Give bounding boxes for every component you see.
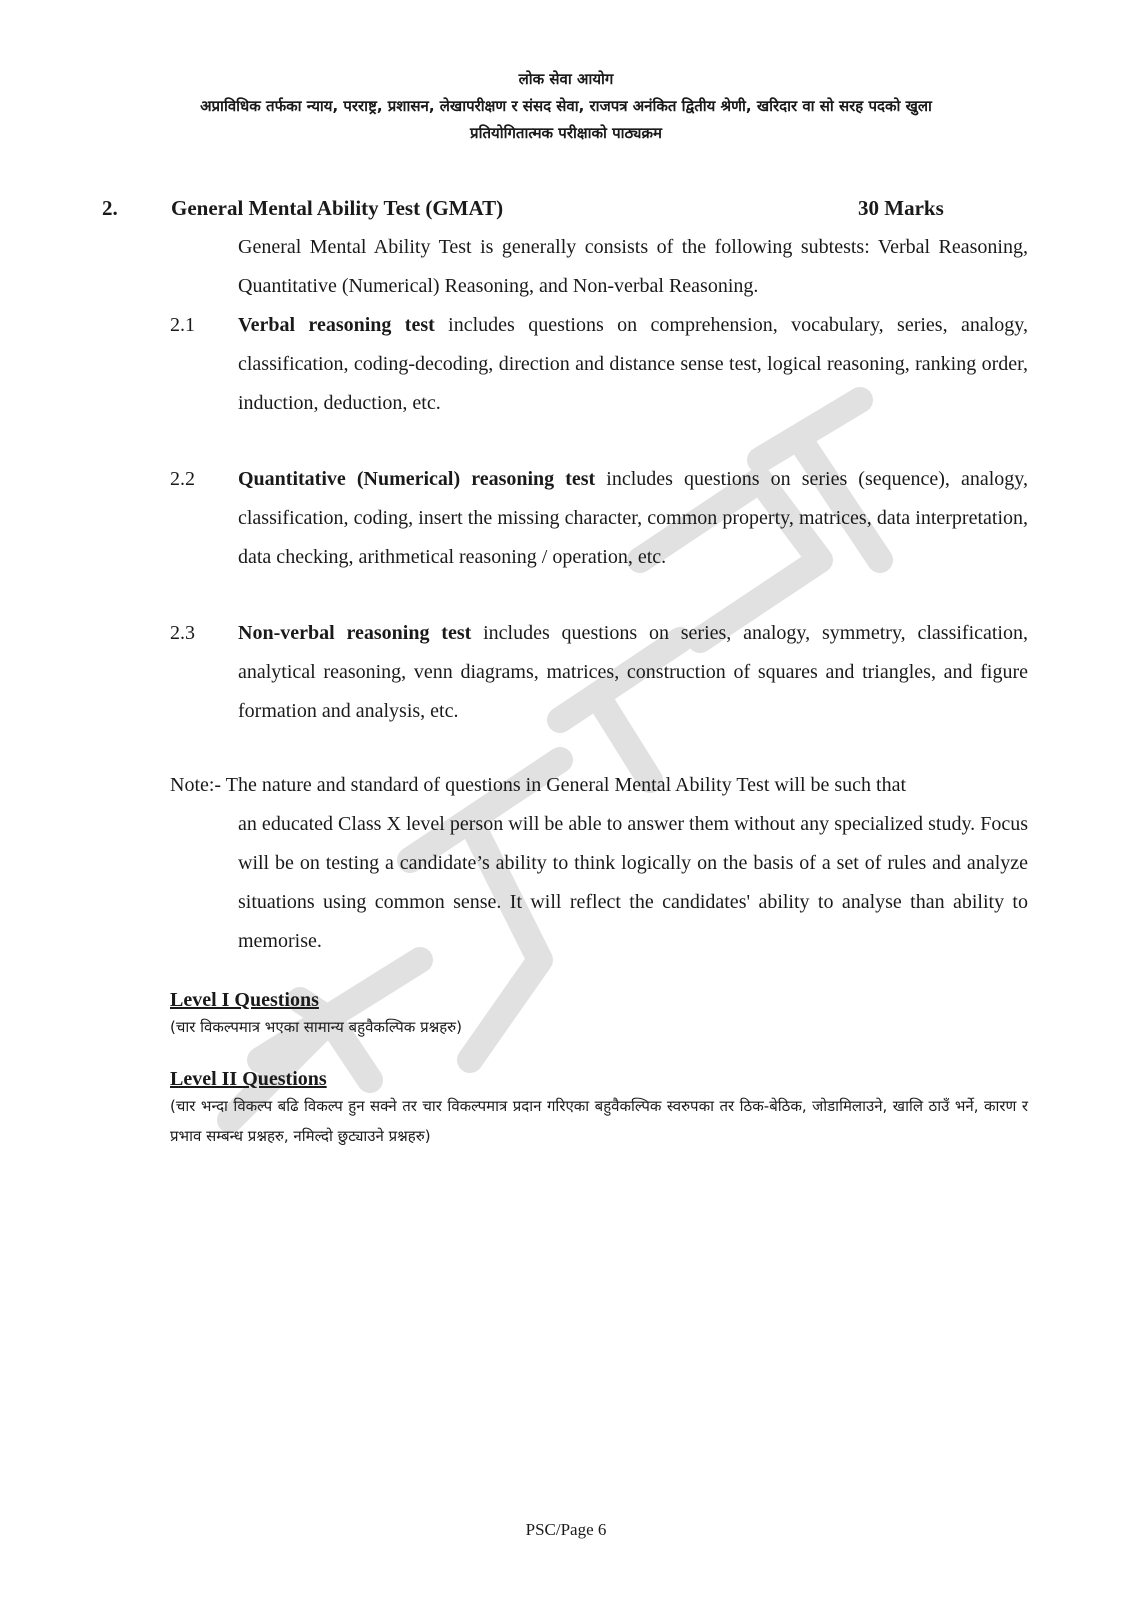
level-1-title: Level I Questions <box>170 989 319 1011</box>
section-title: General Mental Ability Test (GMAT) <box>171 196 504 220</box>
level-2-title: Level II Questions <box>170 1068 327 1090</box>
subsection-verbal <box>238 306 1028 423</box>
document-header <box>60 66 1072 147</box>
level-1-description: (चार विकल्पमात्र भएका सामान्य बहुवैकल्पिक प्रश्नहरु) <box>170 1018 463 1036</box>
note-first-line: Note:- The nature and standard of questions in General Mental Ability Test will be such that <box>170 774 907 796</box>
subsection-title: Quantitative (Numerical) reasoning test <box>238 468 596 490</box>
subsection-number: 2.3 <box>170 622 195 644</box>
subsection-body: includes questions on comprehension, vocabulary, series, analogy, classification, coding-decoding, direction and distance sense test, logical reasoning, ranking order, induction, deduction, etc. <box>238 314 1028 414</box>
page-footer: PSC/Page 6 <box>525 1520 607 1539</box>
section-number: 2. <box>102 196 118 220</box>
header-services: अप्राविधिक तर्फका न्याय, परराष्ट्र, प्रशासन, लेखापरीक्षण र संसद सेवा, राजपत्र अनंकित द्वितीय श्रेणी, खरिदार वा सो सरह पदको खुला <box>200 97 932 115</box>
header-organization: लोक सेवा आयोग <box>518 70 614 88</box>
section-intro: General Mental Ability Test is generally consists of the following subtests: Verbal Reasoning, Quantitative (Numerical) Reasoning, and Non-verbal Reasoning. <box>238 236 1028 297</box>
header-syllabus: प्रतियोगितात्मक परीक्षाको पाठ्यक्रम <box>470 124 662 142</box>
subsection-number: 2.2 <box>170 468 195 490</box>
subsection-body: includes questions on series, analogy, symmetry, classification, analytical reasoning, venn diagrams, matrices, construction of squares and triangles, and figure formation and analysis, etc. <box>238 622 1028 722</box>
level-2-description: (चार भन्दा विकल्प बढि विकल्प हुन सक्ने तर चार विकल्पमात्र प्रदान गरिएका बहुवैकल्पिक स्वरुपका तर ठिक-बेठिक, जोडामिलाउने, खालि ठाउँ भर्ने, कारण र प्रभाव सम्बन्ध प्रश्नहरु, नमिल्दो छुट्याउने प्रश्नहरु) <box>170 1097 1028 1145</box>
subsection-body: includes questions on series (sequence), analogy, classification, coding, insert the missing character, common property, matrices, data interpretation, data checking, arithmetical reasoning / operation, etc. <box>238 468 1028 568</box>
subsection-title: Non-verbal reasoning test <box>238 622 472 644</box>
subsection-quantitative <box>238 460 1028 577</box>
section-marks: 30 Marks <box>858 196 944 220</box>
subsection-title: Verbal reasoning test <box>238 314 435 336</box>
note-body: an educated Class X level person will be able to answer them without any specialized study. Focus will be on testing a candidate’s ability to think logically on the basis of a set of rules and analyze situations using common sense. It will reflect the candidates' ability to analyse than ability to memorise. <box>238 813 1028 952</box>
subsection-nonverbal <box>238 614 1028 731</box>
note-paragraph <box>170 766 1028 961</box>
subsection-number: 2.1 <box>170 314 195 336</box>
